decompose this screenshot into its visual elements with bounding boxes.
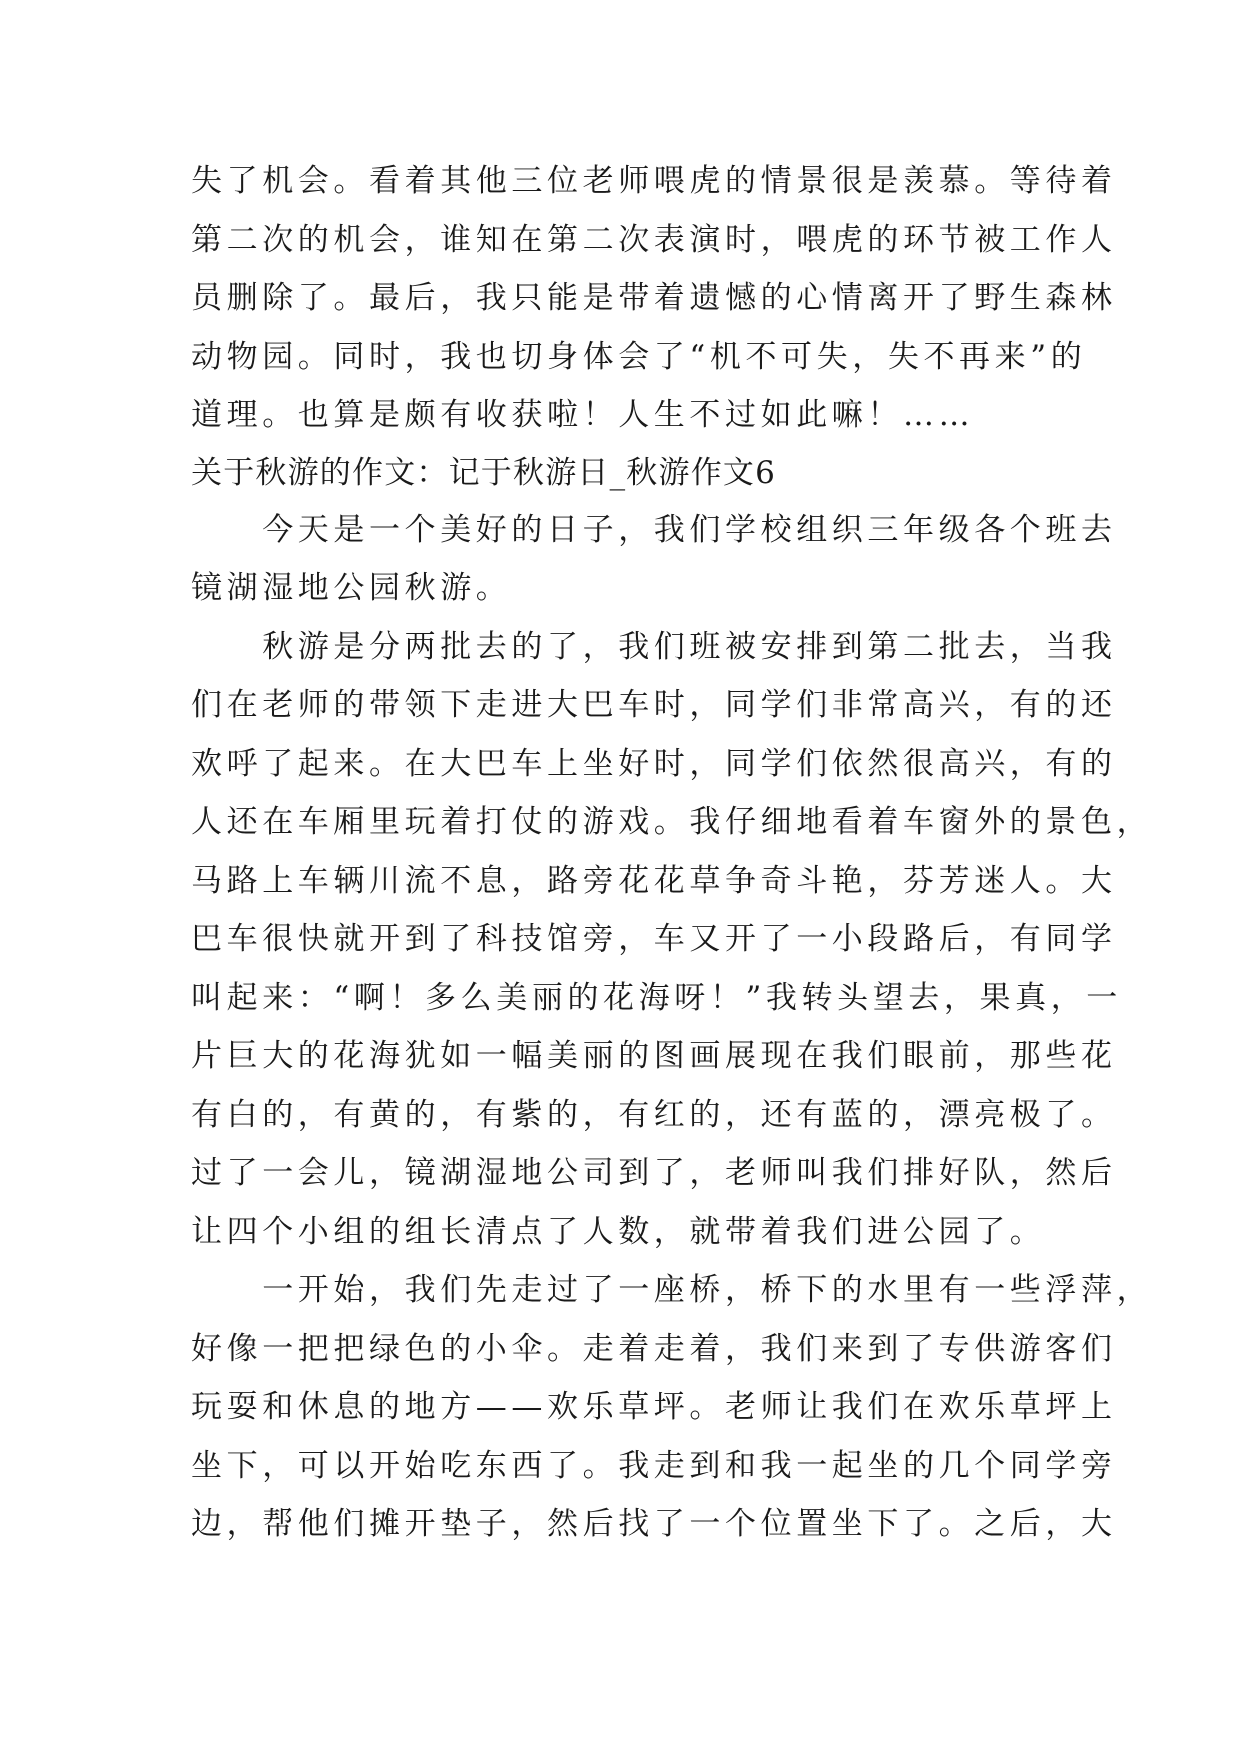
text-line: 们在老师的带领下走进大巴车时，同学们非常高兴，有的还 (191, 687, 1117, 723)
text-line: 片巨大的花海犹如一幅美丽的图画展现在我们眼前，那些花 (191, 1038, 1117, 1074)
text-line: 第二次的机会，谁知在第二次表演时，喂虎的环节被工作人 (191, 221, 1117, 258)
text-line: 秋游是分两批去的了，我们班被安排到第二批去，当我 (191, 628, 1117, 665)
text-line: 好像一把把绿色的小伞。走着走着，我们来到了专供游客们 (191, 1330, 1117, 1367)
text-line: 马路上车辆川流不息，路旁花花草争奇斗艳，芬芳迷人。大 (191, 862, 1117, 899)
text-line: 今天是一个美好的日子，我们学校组织三年级各个班去 (191, 511, 1117, 548)
text-line: 让四个小组的组长清点了人数，就带着我们进公园了。 (191, 1213, 1046, 1250)
article-body (191, 152, 1153, 1554)
section-heading: 关于秋游的作文：记于秋游日_秋游作文6 (191, 454, 777, 491)
text-line: 欢呼了起来。在大巴车上坐好时，同学们依然很高兴，有的 (191, 745, 1117, 782)
text-line: 人还在车厢里玩着打仗的游戏。我仔细地看着车窗外的景色， (191, 804, 1153, 840)
text-line: 过了一会儿，镜湖湿地公司到了，老师叫我们排好队，然后 (191, 1155, 1117, 1191)
text-line: 玩耍和休息的地方——欢乐草坪。老师让我们在欢乐草坪上 (191, 1389, 1117, 1425)
text-line: 动物园。同时，我也切身体会了“机不可失，失不再来”的 (191, 338, 1087, 375)
text-line: 道理。也算是颇有收获啦！人生不过如此嘛！…… (191, 397, 975, 433)
text-line: 一开始，我们先走过了一座桥，桥下的水里有一些浮萍， (191, 1272, 1153, 1308)
text-line: 有白的，有黄的，有紫的，有红的，还有蓝的，漂亮极了。 (191, 1096, 1117, 1133)
text-line: 镜湖湿地公园秋游。 (191, 570, 512, 606)
text-line: 员删除了。最后，我只能是带着遗憾的心情离开了野生森林 (191, 280, 1117, 316)
text-line: 失了机会。看着其他三位老师喂虎的情景很是羡慕。等待着 (191, 163, 1117, 199)
text-line: 坐下，可以开始吃东西了。我走到和我一起坐的几个同学旁 (191, 1447, 1117, 1484)
text-line: 巴车很快就开到了科技馆旁，车又开了一小段路后，有同学 (191, 921, 1117, 957)
text-line: 叫起来：“啊！多么美丽的花海呀！”我转头望去，果真，一 (191, 979, 1122, 1016)
text-line: 边，帮他们摊开垫子，然后找了一个位置坐下了。之后，大 (191, 1506, 1117, 1542)
